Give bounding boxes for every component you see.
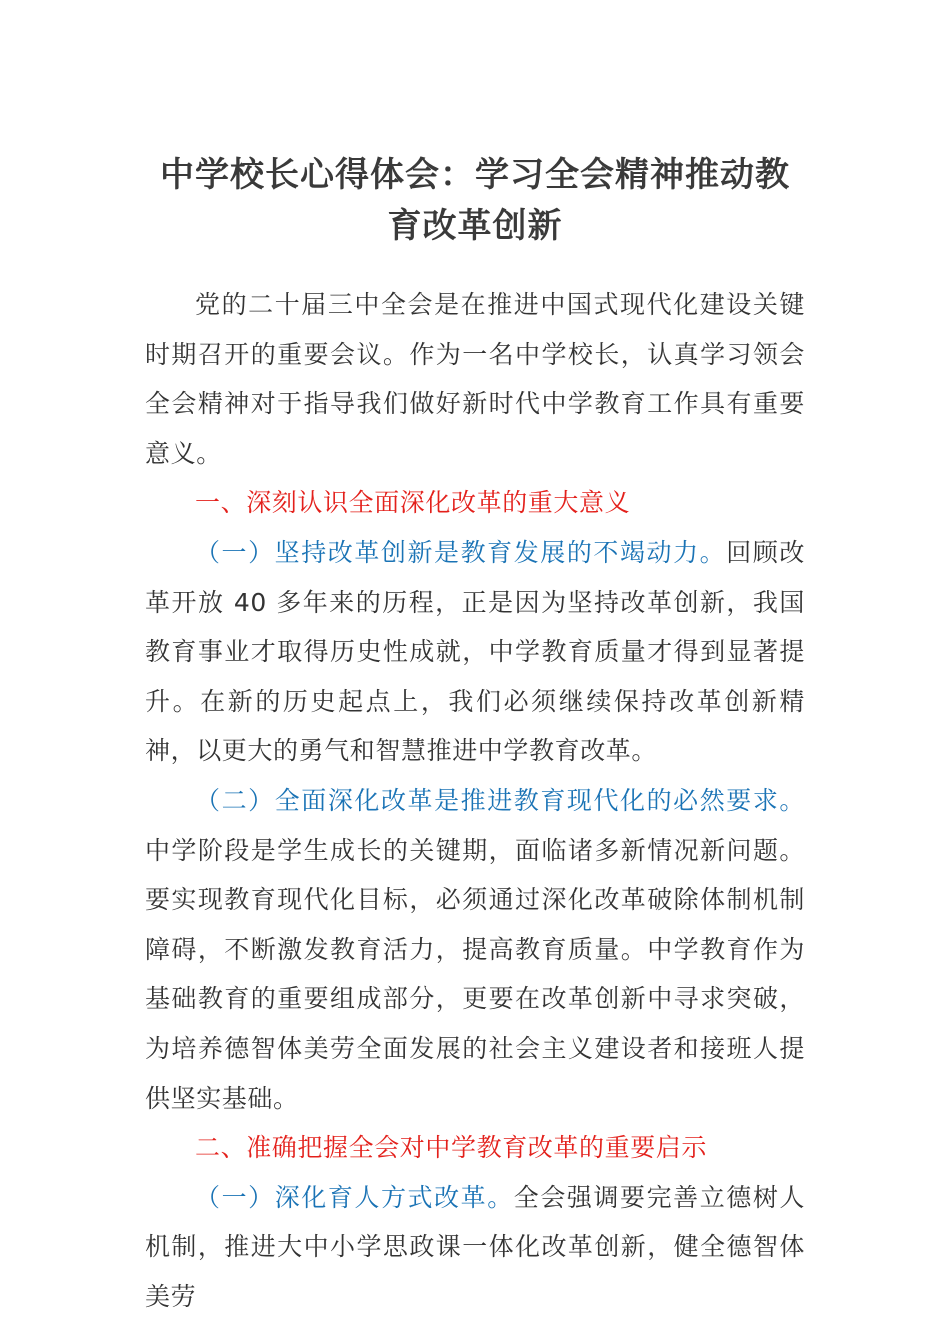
intro-paragraph: 党的二十届三中全会是在推进中国式现代化建设关键时期召开的重要会议。作为一名中学校长，认真学习领会全会精神对于指导我们做好新时代中学教育工作具有重要意义。 — [145, 290, 805, 468]
paragraph-body-2-1: 全会强调要完善立德树人机制，推进大中小学思政课一体化改革创新，健全德智体美劳 — [145, 1182, 805, 1311]
section-heading-2: 二、准确把握全会对中学教育改革的重要启示 — [195, 1133, 708, 1163]
subsection-lead-2-1: （一）深化育人方式改革。 — [195, 1182, 514, 1212]
document-title: 中学校长心得体会：学习全会精神推动教育改革创新 — [160, 155, 790, 246]
paragraph-1-1 — [145, 528, 805, 776]
paragraph-body-1-1: 回顾改革开放 40 多年来的历程，正是因为坚持改革创新，我国教育事业才取得历史性成就，中学教育质量才得到显著提升。在新的历史起点上，我们必须继续保持改革创新精神，以更大的勇气和智慧推进中学教育改革。 — [145, 537, 805, 766]
paragraph-body-1-2: 中学阶段是学生成长的关键期，面临诸多新情况新问题。要实现教育现代化目标，必须通过深化改革破除体制机制障碍，不断激发教育活力，提高教育质量。中学教育作为基础教育的重要组成部分，更要在改革创新中寻求突破，为培养德智体美劳全面发展的社会主义建设者和接班人提供坚实基础。 — [145, 835, 805, 1113]
section-heading-1: 一、深刻认识全面深化改革的重大意义 — [195, 488, 631, 518]
subsection-lead-1-1: （一）坚持改革创新是教育发展的不竭动力。 — [195, 537, 727, 567]
paragraph-2-1 — [145, 1173, 805, 1322]
paragraph-1-2 — [145, 776, 805, 1123]
document-body — [145, 280, 805, 1321]
subsection-lead-1-2: （二）全面深化改革是推进教育现代化的必然要求。 — [195, 785, 805, 815]
